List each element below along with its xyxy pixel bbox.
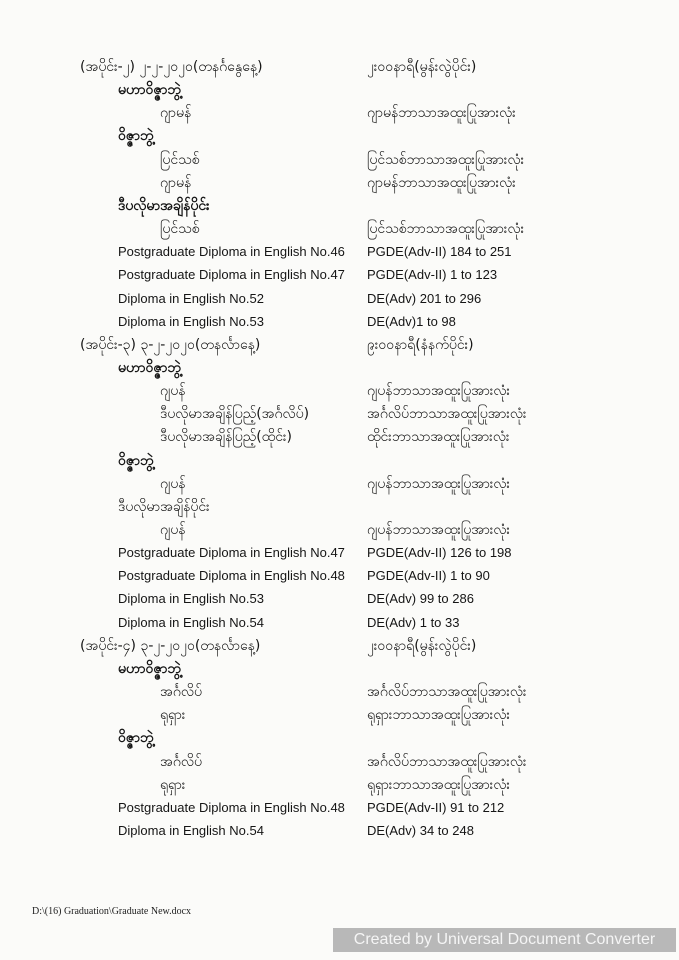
schedule-row — [0, 241, 679, 263]
program-name: Diploma in English No.53 — [118, 313, 264, 329]
program-scope: ရုရှားဘာသာအထူးပြုအားလုံး — [367, 776, 511, 793]
schedule-row — [0, 334, 679, 356]
program-name: Postgraduate Diploma in English No.48 — [118, 568, 345, 584]
program-scope: PGDE(Adv-II) 1 to 90 — [367, 568, 490, 584]
program-scope: အင်္ဂလိပ်ဘာသာအထူးပြုအားလုံး — [367, 406, 527, 423]
section-date: (အပိုင်း-၂) ၂-၂-၂၀၂၀(တနင်္ဂနွေနေ့) — [80, 59, 263, 75]
schedule-row — [0, 195, 679, 217]
program-name: ဂျာမန် — [160, 105, 192, 122]
program-scope: ဂျာမန်ဘာသာအထူးပြုအားလုံး — [367, 105, 516, 122]
program-name: ဒီပလိုမာအချိန်ပြည့်(အင်္ဂလိပ်) — [160, 406, 310, 423]
program-scope: ဂျပန်ဘာသာအထူးပြုအားလုံး — [367, 522, 511, 538]
degree-heading: မဟာဝိဇ္ဇာဘွဲ့ — [118, 82, 181, 99]
program-scope: အင်္ဂလိပ်ဘာသာအထူးပြုအားလုံး — [367, 753, 527, 770]
schedule-row — [0, 403, 679, 425]
schedule-row — [0, 357, 679, 379]
program-name: ရုရှား — [160, 776, 186, 793]
file-path-footer: D:\(16) Graduation\Graduate New.docx — [32, 906, 192, 917]
program-scope: PGDE(Adv-II) 91 to 212 — [367, 799, 505, 815]
degree-heading: မဟာဝိဇ္ဇာဘွဲ့ — [118, 660, 181, 677]
schedule-row — [0, 635, 679, 657]
section-date: (အပိုင်း-၃) ၃-၂-၂၀၂၀(တနင်္လာနေ့) — [80, 336, 261, 353]
schedule-row — [0, 751, 679, 773]
schedule-row — [0, 681, 679, 703]
program-name: ဂျပန် — [160, 383, 186, 400]
program-name: အင်္ဂလိပ် — [160, 753, 202, 770]
program-name: ဂျပန် — [160, 522, 186, 538]
degree-heading: ဝိဇ္ဇာဘွဲ့ — [118, 128, 154, 145]
program-name: ဂျာမန် — [160, 174, 192, 191]
section-time: ၉း၀၀နာရီ(နံနက်ပိုင်း) — [367, 336, 474, 353]
schedule-row — [0, 311, 679, 333]
program-scope: PGDE(Adv-II) 1 to 123 — [367, 267, 498, 283]
program-name: အင်္ဂလိပ် — [160, 684, 202, 701]
schedule-row — [0, 218, 679, 240]
schedule-row — [0, 704, 679, 726]
program-name: ဒီပလိုမာအချိန်ပိုင်း — [118, 498, 210, 515]
schedule-row — [0, 426, 679, 448]
program-scope: DE(Adv) 1 to 33 — [367, 614, 460, 630]
program-scope: DE(Adv) 34 to 248 — [367, 822, 474, 838]
schedule-row — [0, 727, 679, 749]
program-scope: ဂျာမန်ဘာသာအထူးပြုအားလုံး — [367, 174, 516, 191]
schedule-row — [0, 542, 679, 564]
program-name: ဒီပလိုမာအချိန်ပြည့်(ထိုင်း) — [160, 429, 293, 446]
schedule-row — [0, 450, 679, 472]
schedule-row — [0, 264, 679, 286]
schedule-row — [0, 288, 679, 310]
program-name: Postgraduate Diploma in English No.47 — [118, 267, 345, 283]
program-name: Postgraduate Diploma in English No.48 — [118, 799, 345, 815]
schedule-row — [0, 519, 679, 541]
program-name: Postgraduate Diploma in English No.47 — [118, 545, 345, 561]
schedule-row — [0, 380, 679, 402]
schedule-row — [0, 125, 679, 147]
schedule-row — [0, 79, 679, 101]
program-name: ရုရှား — [160, 707, 186, 724]
schedule-row — [0, 820, 679, 842]
schedule-row — [0, 496, 679, 518]
program-name: ပြင်သစ် — [160, 151, 200, 168]
schedule-row — [0, 658, 679, 680]
degree-heading: မဟာဝိဇ္ဇာဘွဲ့ — [118, 359, 181, 376]
section-date: (အပိုင်း-၄) ၃-၂-၂၀၂၀(တနင်္လာနေ့) — [80, 637, 261, 654]
schedule-row — [0, 56, 679, 78]
program-scope: ပြင်သစ်ဘာသာအထူးပြုအားလုံး — [367, 151, 525, 168]
program-scope: ဂျပန်ဘာသာအထူးပြုအားလုံး — [367, 383, 511, 400]
program-scope: ထိုင်းဘာသာအထူးပြုအားလုံး — [367, 429, 510, 446]
program-name: Diploma in English No.53 — [118, 591, 264, 607]
schedule-row — [0, 612, 679, 634]
schedule-row — [0, 797, 679, 819]
program-name: Diploma in English No.54 — [118, 614, 264, 630]
program-scope: ရုရှားဘာသာအထူးပြုအားလုံး — [367, 707, 511, 724]
degree-heading: ဝိဇ္ဇာဘွဲ့ — [118, 452, 154, 469]
schedule-row — [0, 588, 679, 610]
program-name: Postgraduate Diploma in English No.46 — [118, 244, 345, 260]
section-time: ၂း၀၀နာရီ(မွန်းလွဲပိုင်း) — [367, 637, 477, 654]
program-name: Diploma in English No.54 — [118, 822, 264, 838]
program-scope: PGDE(Adv-II) 126 to 198 — [367, 545, 512, 561]
schedule-row — [0, 565, 679, 587]
degree-heading: ဒီပလိုမာအချိန်ပိုင်း — [118, 197, 210, 214]
program-name: Diploma in English No.52 — [118, 290, 264, 306]
program-name: ဂျပန် — [160, 475, 186, 492]
schedule-row — [0, 172, 679, 194]
schedule-row — [0, 149, 679, 171]
section-time: ၂း၀၀နာရီ(မွန်းလွဲပိုင်း) — [367, 59, 477, 75]
schedule-row — [0, 473, 679, 495]
schedule-row — [0, 102, 679, 124]
program-scope: DE(Adv) 201 to 296 — [367, 290, 482, 306]
program-scope: DE(Adv) 99 to 286 — [367, 591, 474, 607]
program-scope: PGDE(Adv-II) 184 to 251 — [367, 244, 512, 260]
program-scope: ဂျပန်ဘာသာအထူးပြုအားလုံး — [367, 475, 511, 492]
program-scope: ပြင်သစ်ဘာသာအထူးပြုအားလုံး — [367, 221, 525, 238]
program-scope: အင်္ဂလိပ်ဘာသာအထူးပြုအားလုံး — [367, 684, 527, 701]
degree-heading: ဝိဇ္ဇာဘွဲ့ — [118, 730, 154, 747]
program-scope: DE(Adv)1 to 98 — [367, 313, 456, 329]
program-name: ပြင်သစ် — [160, 221, 200, 238]
schedule-row — [0, 774, 679, 796]
converter-watermark: Created by Universal Document Converter — [333, 928, 676, 952]
